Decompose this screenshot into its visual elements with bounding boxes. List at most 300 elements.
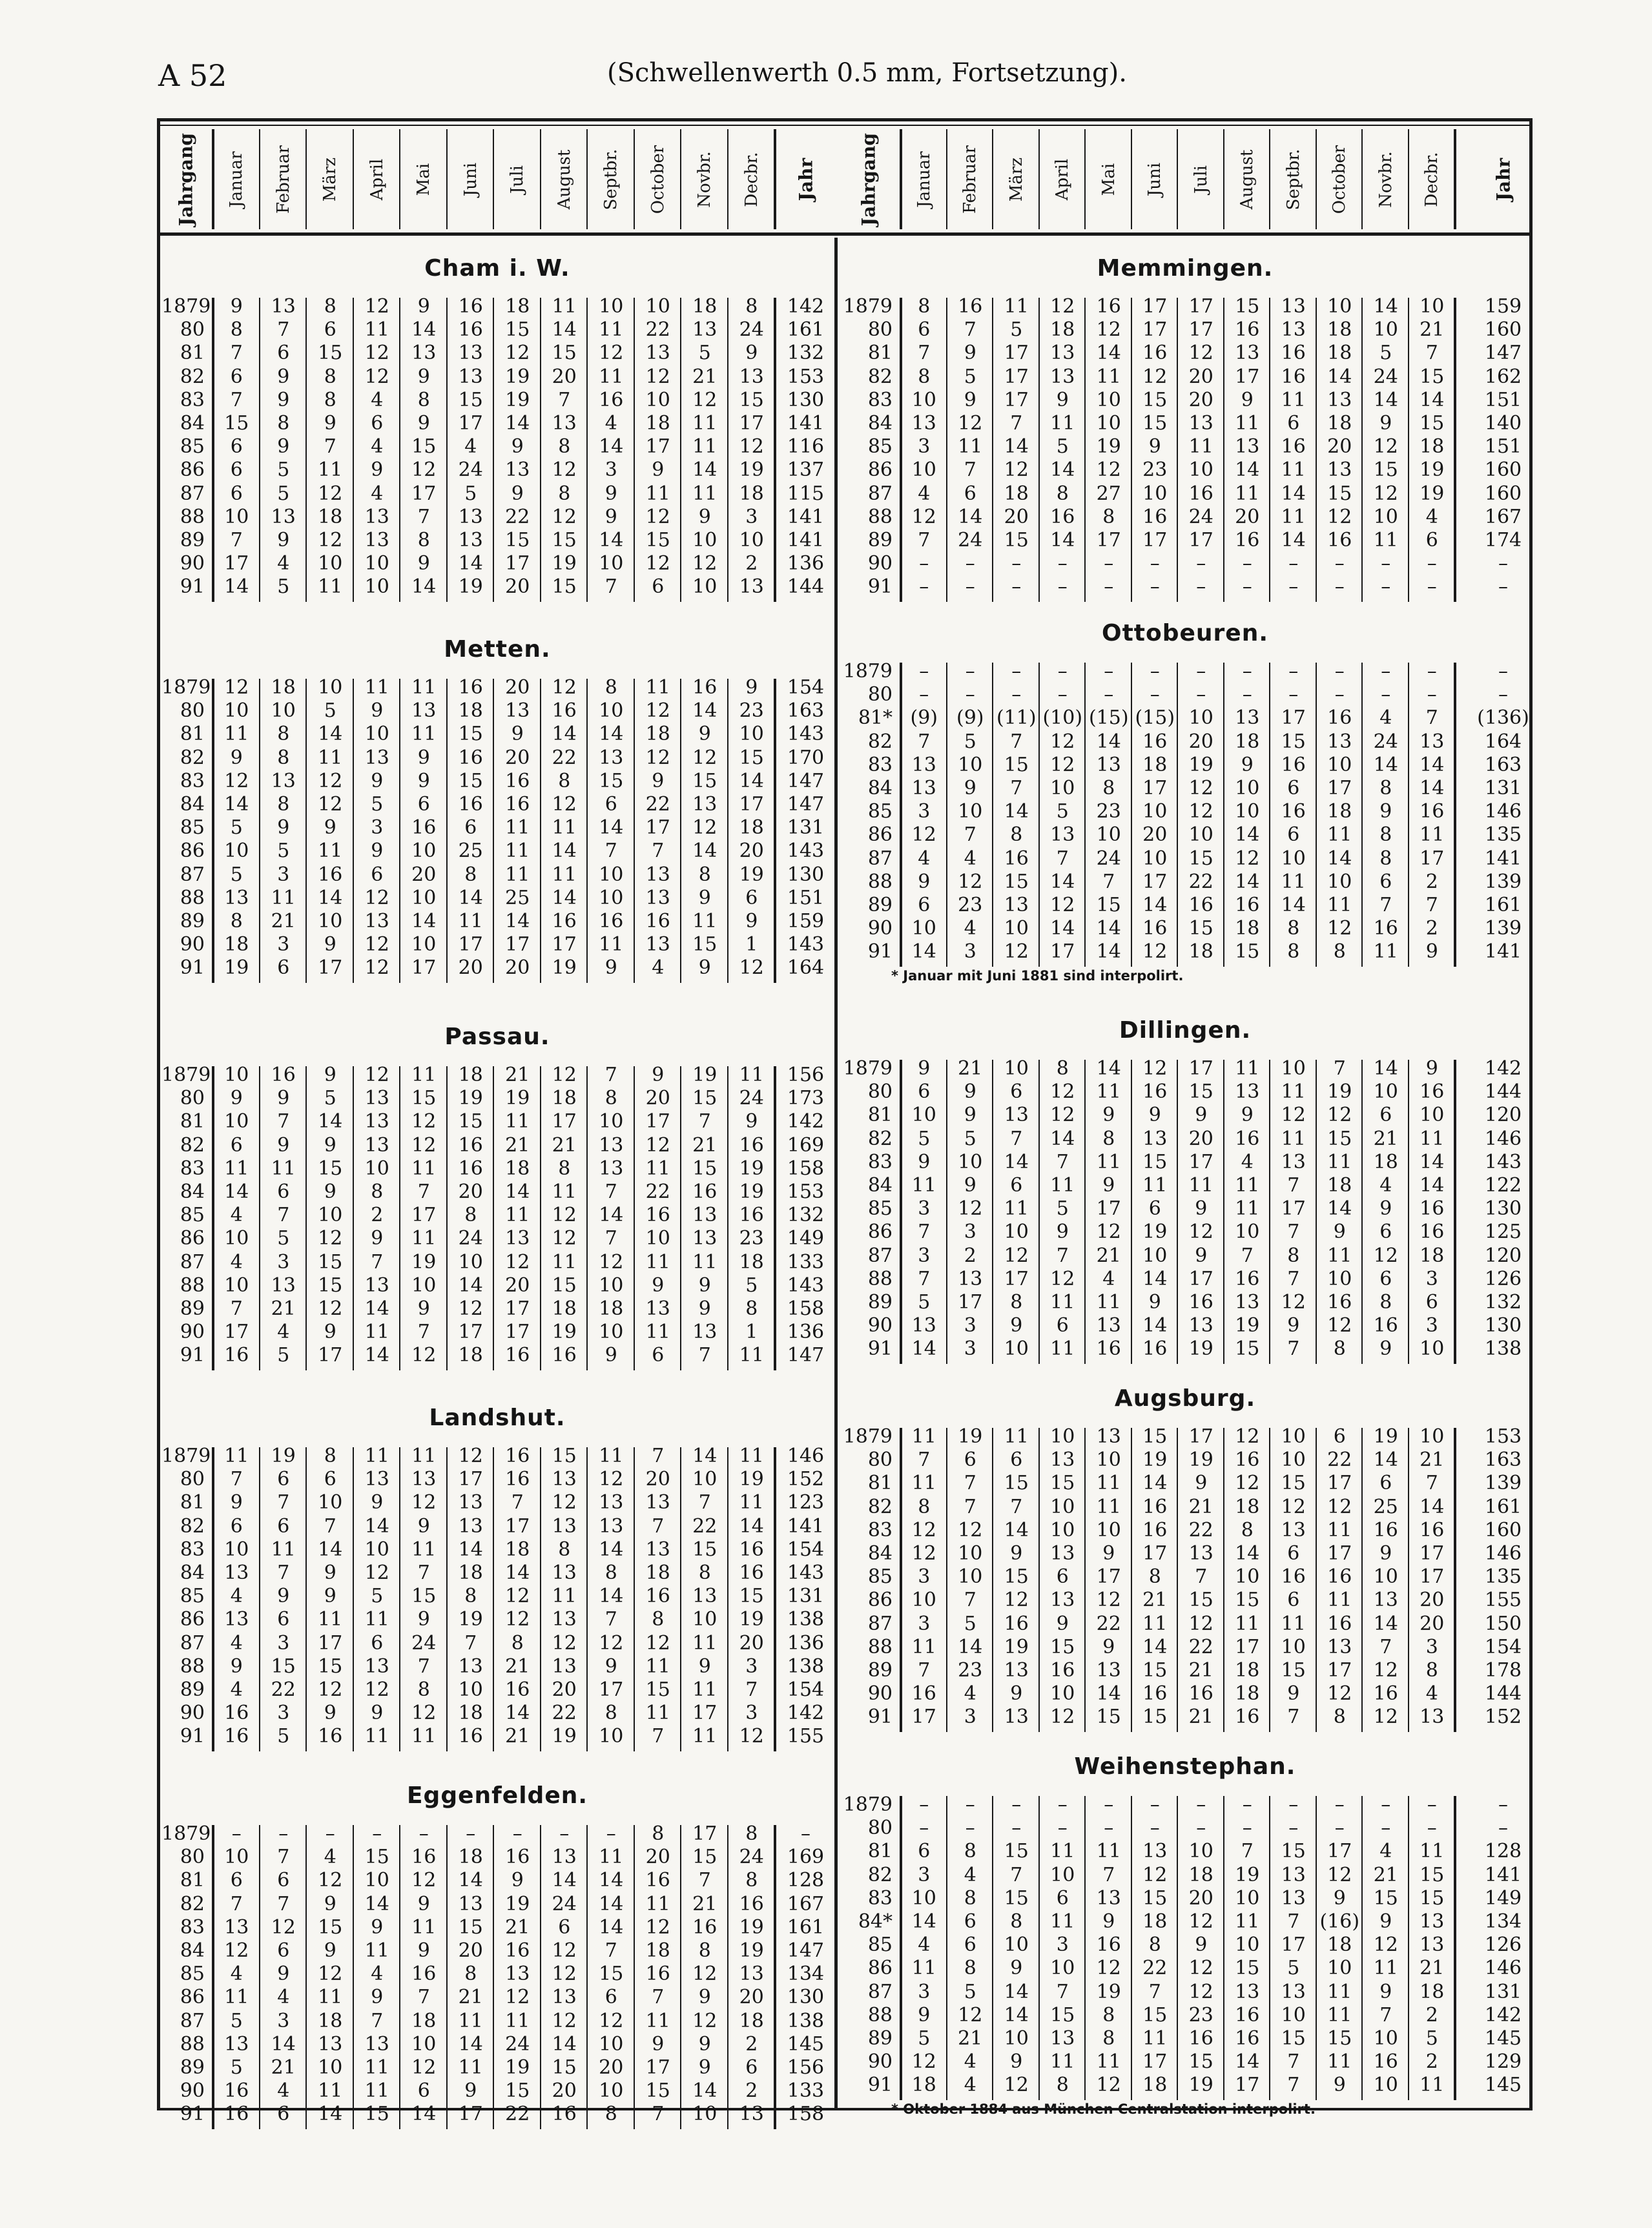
left-data-cell: 11 — [364, 1608, 389, 1631]
left-data-cell: 15 — [458, 723, 483, 746]
left-data-cell: 21 — [692, 365, 718, 388]
right-data-cell: 3 — [964, 1337, 976, 1361]
left-data-cell: 13 — [411, 1468, 437, 1491]
right-data-cell: 19 — [1142, 1221, 1168, 1244]
left-year-total-cell: 133 — [787, 1250, 825, 1274]
right-data-cell: 4 — [918, 1934, 931, 1957]
right-header-month-label: April — [1053, 158, 1073, 200]
right-data-cell: 21 — [1420, 1957, 1445, 1980]
left-data-cell: 17 — [692, 1702, 718, 1725]
left-data-cell: 14 — [224, 575, 249, 599]
left-data-cell: 7 — [745, 1678, 758, 1701]
left-data-cell: 14 — [692, 2079, 718, 2103]
left-data-cell: 2 — [371, 1204, 384, 1227]
right-data-cell: 3 — [1425, 1267, 1438, 1290]
right-data-cell: 8 — [1148, 1565, 1161, 1589]
left-col-rule — [353, 129, 354, 229]
left-data-cell: 13 — [271, 295, 296, 318]
left-data-cell: 6 — [652, 575, 665, 599]
left-data-cell: 7 — [652, 1514, 665, 1538]
left-data-cell: 7 — [324, 435, 336, 459]
right-year-total-cell: 144 — [1484, 1080, 1522, 1104]
left-data-cell: 13 — [692, 1227, 718, 1250]
left-data-cell: 12 — [318, 529, 343, 552]
left-data-cell: 14 — [318, 1110, 343, 1133]
left-data-cell: 13 — [552, 1468, 577, 1491]
left-data-cell: 20 — [505, 676, 530, 699]
right-data-cell: 13 — [1281, 295, 1306, 318]
right-data-cell: 9 — [1379, 1980, 1392, 2003]
left-data-cell: 15 — [552, 2056, 577, 2079]
right-data-cell: 11 — [1096, 365, 1121, 388]
right-data-cell: 7 — [964, 1589, 976, 1612]
right-year-total-cell: – — [1498, 1793, 1508, 1816]
right-year-label: 87 — [867, 847, 893, 870]
right-data-cell: 4 — [1379, 1840, 1392, 1863]
left-data-cell: 11 — [411, 1915, 437, 1939]
right-data-cell: 6 — [1379, 1104, 1392, 1127]
right-data-cell: 17 — [1188, 1057, 1213, 1080]
right-data-cell: 6 — [1010, 1174, 1023, 1197]
right-data-cell: 3 — [918, 1980, 931, 2003]
right-data-cell: 9 — [1102, 1174, 1115, 1197]
right-year-total-cell: 125 — [1484, 1221, 1522, 1244]
left-data-cell: 20 — [645, 1087, 670, 1110]
right-data-cell: 10 — [1188, 707, 1213, 730]
right-data-cell: 14 — [1373, 295, 1398, 318]
right-data-cell: 9 — [918, 1057, 931, 1080]
right-data-cell: 13 — [1050, 342, 1075, 365]
left-data-cell: 11 — [364, 1321, 389, 1344]
left-data-cell: 2 — [745, 2079, 758, 2103]
left-data-cell: 11 — [505, 840, 530, 863]
right-data-cell: 11 — [1050, 1337, 1075, 1361]
right-data-cell: 16 — [1327, 1565, 1352, 1589]
right-header-month — [1363, 129, 1409, 229]
left-data-cell: 17 — [224, 1321, 249, 1344]
right-year-total-cell: 131 — [1484, 777, 1522, 799]
left-data-cell: 8 — [324, 365, 336, 388]
right-data-cell: 17 — [1188, 1425, 1213, 1448]
left-year-total-cell: 143 — [787, 840, 825, 863]
right-data-cell: 4 — [1241, 1150, 1254, 1173]
left-data-cell: 16 — [739, 1204, 764, 1227]
right-data-cell: 17 — [1188, 295, 1213, 318]
right-data-cell: 17 — [1188, 318, 1213, 342]
right-data-cell: 16 — [1420, 800, 1445, 823]
right-data-cell: 14 — [1096, 1682, 1121, 1706]
right-data-cell: – — [1196, 1793, 1206, 1816]
right-data-cell: 15 — [1420, 365, 1445, 388]
right-data-cell: 11 — [1327, 1518, 1352, 1542]
right-data-cell: 13 — [1373, 1589, 1398, 1612]
right-data-cell: 3 — [918, 1197, 931, 1221]
left-station-title: Eggenfelden. — [406, 1782, 588, 1809]
left-data-cell: 8 — [324, 1445, 336, 1467]
left-data-cell: 5 — [745, 1274, 758, 1297]
right-data-cell: 5 — [1056, 435, 1069, 459]
left-data-cell: 16 — [599, 910, 624, 933]
right-data-cell: 12 — [1188, 1910, 1213, 1933]
right-data-cell: 13 — [1281, 1863, 1306, 1886]
left-data-cell: 9 — [371, 1986, 384, 2009]
left-data-cell: 22 — [505, 2103, 530, 2126]
right-header-month — [1224, 129, 1271, 229]
right-data-cell: 7 — [918, 730, 931, 753]
right-data-cell: 15 — [1281, 1472, 1306, 1495]
right-data-cell: 13 — [1235, 1980, 1260, 2003]
right-year-label: 81* — [858, 707, 893, 730]
left-station-title: Landshut. — [429, 1405, 566, 1431]
left-data-cell: 12 — [364, 933, 389, 956]
left-data-cell: 17 — [411, 482, 437, 505]
left-data-cell: 12 — [318, 1963, 343, 1986]
right-data-cell: 12 — [1188, 342, 1213, 365]
left-data-cell: – — [512, 1822, 522, 1845]
left-data-cell: 10 — [458, 1250, 483, 1274]
left-year-total-cell: 169 — [787, 1133, 825, 1157]
right-data-cell: 2 — [1425, 917, 1438, 940]
right-data-cell: 10 — [1327, 295, 1352, 318]
right-data-cell: 17 — [1327, 1840, 1352, 1863]
left-data-cell: 18 — [458, 1064, 483, 1086]
left-data-cell: 14 — [505, 412, 530, 435]
left-data-cell: 9 — [652, 1064, 665, 1086]
right-year-total-cell: 135 — [1484, 823, 1522, 847]
left-data-cell: 8 — [230, 910, 243, 933]
left-year-label: 1879 — [161, 1822, 211, 1845]
left-data-cell: 9 — [604, 482, 617, 505]
left-data-cell: 16 — [224, 1702, 249, 1725]
left-header-month — [448, 129, 495, 229]
left-data-cell: 11 — [318, 1608, 343, 1631]
left-data-cell: 4 — [652, 956, 665, 980]
right-data-cell: 3 — [918, 800, 931, 823]
left-data-cell: 9 — [417, 1297, 430, 1320]
left-data-cell: 13 — [645, 863, 670, 886]
left-data-cell: 16 — [458, 1133, 483, 1157]
left-data-cell: 17 — [645, 2056, 670, 2079]
left-data-cell: 19 — [692, 1064, 718, 1086]
left-data-cell: 8 — [698, 1562, 711, 1584]
left-data-cell: 20 — [505, 575, 530, 599]
right-year-label: 90 — [867, 1682, 893, 1706]
right-data-cell: 14 — [1142, 1314, 1168, 1337]
right-year-label: 90 — [867, 552, 893, 575]
left-data-cell: 10 — [364, 1869, 389, 1892]
left-data-cell: 15 — [505, 2079, 530, 2103]
left-data-cell: 18 — [318, 505, 343, 528]
left-year-label: 89 — [180, 1297, 205, 1320]
right-data-cell: 16 — [1373, 1314, 1398, 1337]
left-header-month-label: Novbr. — [695, 150, 715, 208]
left-data-cell: 8 — [230, 318, 243, 342]
right-data-cell: 12 — [1096, 1221, 1121, 1244]
right-data-cell: 16 — [1420, 1197, 1445, 1221]
left-data-cell: 13 — [645, 886, 670, 909]
left-data-cell: 14 — [458, 1274, 483, 1297]
right-data-cell: 15 — [1004, 529, 1029, 552]
right-header-month-label: August — [1237, 149, 1257, 209]
left-data-cell: 13 — [364, 1087, 389, 1110]
right-data-cell: 18 — [1235, 1659, 1260, 1682]
left-data-cell: 9 — [652, 459, 665, 482]
left-data-cell: 10 — [739, 529, 764, 552]
left-header-month-label: Juli — [508, 165, 528, 194]
left-data-cell: 15 — [318, 1157, 343, 1180]
left-year-total-cell: 130 — [787, 1986, 825, 2009]
right-data-cell: 7 — [1425, 342, 1438, 365]
right-year-label: 82 — [867, 1127, 893, 1150]
right-data-cell: 19 — [1420, 482, 1445, 505]
left-data-cell: 9 — [324, 933, 336, 956]
right-data-cell: – — [1011, 552, 1022, 575]
right-data-cell: 9 — [1148, 435, 1161, 459]
right-year-total-cell: – — [1498, 1817, 1508, 1840]
left-data-cell: 17 — [739, 793, 764, 816]
right-data-cell: 15 — [1004, 870, 1029, 893]
right-data-cell: 15 — [1004, 1565, 1029, 1589]
left-data-cell: 15 — [739, 746, 764, 769]
right-year-total-cell: 120 — [1484, 1104, 1522, 1127]
left-data-cell: 8 — [604, 676, 617, 699]
left-data-cell: 15 — [271, 1655, 296, 1678]
left-data-cell: 6 — [558, 1915, 571, 1939]
left-data-cell: 12 — [364, 956, 389, 980]
right-data-cell: 16 — [1235, 1267, 1260, 1290]
left-data-cell: 13 — [411, 342, 437, 365]
left-year-label: 81 — [180, 1491, 205, 1514]
right-data-cell: 9 — [1102, 1104, 1115, 1127]
left-data-cell: 18 — [645, 1939, 670, 1962]
right-data-cell: 3 — [964, 940, 976, 964]
right-data-cell: 13 — [1004, 1706, 1029, 1729]
right-data-cell: – — [1011, 683, 1022, 707]
right-data-cell: – — [1196, 575, 1206, 599]
left-year-label: 86 — [180, 1986, 205, 2009]
left-col-rule — [727, 129, 728, 229]
right-header-month — [1409, 129, 1456, 229]
left-header-month — [728, 129, 776, 229]
right-data-cell: 6 — [964, 1910, 976, 1933]
right-data-cell: 16 — [1281, 1565, 1306, 1589]
right-data-cell: – — [1427, 1793, 1437, 1816]
left-data-cell: 6 — [277, 1608, 290, 1631]
left-data-cell: 5 — [277, 482, 290, 505]
left-data-cell: 13 — [364, 1655, 389, 1678]
right-year-total-cell: 128 — [1484, 1840, 1522, 1863]
left-data-cell: 19 — [739, 863, 764, 886]
right-data-cell: 10 — [958, 1542, 983, 1565]
right-header-month — [993, 129, 1040, 229]
right-data-cell: 18 — [1420, 1980, 1445, 2003]
right-year-total-cell: 160 — [1484, 482, 1522, 505]
left-data-cell: 14 — [224, 1181, 249, 1203]
right-data-cell: 15 — [1142, 1425, 1168, 1448]
right-year-total-cell: – — [1498, 683, 1508, 707]
left-data-cell: 10 — [224, 1274, 249, 1297]
right-year-label: 90 — [867, 1314, 893, 1337]
left-year-total-cell: 163 — [787, 699, 825, 723]
left-data-cell: 16 — [739, 1133, 764, 1157]
left-data-cell: 8 — [511, 1631, 524, 1655]
right-data-cell: 13 — [1420, 1706, 1445, 1729]
left-data-cell: 14 — [318, 1538, 343, 1561]
left-data-cell: 12 — [739, 1725, 764, 1748]
left-data-cell: 16 — [739, 1562, 764, 1584]
right-data-cell: 14 — [1235, 870, 1260, 893]
left-year-total-cell: 141 — [787, 529, 825, 552]
left-data-cell: 9 — [698, 1655, 711, 1678]
left-data-cell: 9 — [652, 2032, 665, 2056]
right-data-cell: 12 — [958, 870, 983, 893]
right-data-cell: 7 — [1379, 2003, 1392, 2027]
left-data-cell: 12 — [411, 2056, 437, 2079]
right-data-cell: 15 — [1235, 1589, 1260, 1612]
left-data-cell: 12 — [552, 676, 577, 699]
right-data-cell: 16 — [1142, 917, 1168, 940]
left-data-cell: 11 — [411, 1725, 437, 1748]
right-data-cell: 10 — [1281, 2003, 1306, 2027]
right-data-cell: 15 — [1188, 2050, 1213, 2074]
left-data-cell: 21 — [271, 1297, 296, 1320]
left-data-cell: 18 — [645, 412, 670, 435]
right-data-cell: 7 — [964, 459, 976, 482]
left-year-label: 86 — [180, 1227, 205, 1250]
left-data-cell: 13 — [645, 933, 670, 956]
right-data-cell: 8 — [1102, 2027, 1115, 2050]
left-data-cell: 13 — [552, 1846, 577, 1869]
right-data-cell: 9 — [1241, 1104, 1254, 1127]
left-data-cell: 12 — [364, 365, 389, 388]
right-col-rule — [1131, 129, 1132, 229]
right-data-cell: 15 — [1096, 894, 1121, 916]
right-data-cell: 18 — [1327, 1174, 1352, 1197]
right-data-cell: 7 — [918, 1449, 931, 1472]
right-data-cell: 10 — [1281, 847, 1306, 870]
right-year-total-cell: 149 — [1484, 1886, 1522, 1910]
page-title: (Schwellenwerth 0.5 mm, Fortsetzung). — [607, 58, 1127, 88]
left-data-cell: 10 — [739, 723, 764, 746]
left-data-cell: 14 — [599, 1538, 624, 1561]
left-data-cell: 25 — [458, 840, 483, 863]
left-data-cell: 14 — [692, 840, 718, 863]
right-data-cell: 19 — [1188, 1449, 1213, 1472]
left-data-cell: 15 — [224, 412, 249, 435]
right-data-cell: 13 — [1420, 1934, 1445, 1957]
left-header-jahr — [778, 129, 833, 229]
left-header-month-label: Februar — [273, 145, 293, 214]
left-data-cell: 12 — [505, 342, 530, 365]
right-data-cell: 12 — [1373, 435, 1398, 459]
left-data-cell: 16 — [645, 1204, 670, 1227]
right-data-cell: 8 — [1379, 777, 1392, 799]
right-data-cell: 5 — [964, 1612, 976, 1635]
left-data-cell: 15 — [318, 342, 343, 365]
left-data-cell: 13 — [224, 1915, 249, 1939]
right-data-cell: 8 — [918, 1495, 931, 1518]
left-data-cell: 4 — [230, 1250, 243, 1274]
right-year-label: 80 — [867, 1817, 893, 1840]
right-header-month — [901, 129, 947, 229]
left-data-cell: 9 — [417, 1608, 430, 1631]
right-data-cell: 10 — [1004, 917, 1029, 940]
left-data-cell: 13 — [224, 886, 249, 909]
right-data-cell: 9 — [1056, 1612, 1069, 1635]
left-data-cell: 15 — [364, 1846, 389, 1869]
left-data-cell: 16 — [458, 746, 483, 769]
right-data-cell: 17 — [1281, 1934, 1306, 1957]
left-data-cell: 7 — [698, 1344, 711, 1367]
right-year-label: 84 — [867, 1174, 893, 1197]
left-data-cell: 10 — [692, 1608, 718, 1631]
right-year-total-cell: 142 — [1484, 1057, 1522, 1080]
right-year-label: 86 — [867, 1589, 893, 1612]
left-year-label: 88 — [180, 2032, 205, 2056]
left-year-total-cell: 138 — [787, 1655, 825, 1678]
right-data-cell: – — [1288, 575, 1299, 599]
right-data-cell: 13 — [1235, 342, 1260, 365]
left-data-cell: 21 — [505, 1133, 530, 1157]
left-year-label: 91 — [180, 575, 205, 599]
right-data-cell: 3 — [918, 1612, 931, 1635]
left-data-cell: 19 — [458, 575, 483, 599]
left-year-label: 84 — [180, 1181, 205, 1203]
right-year-label: 80 — [867, 1080, 893, 1104]
left-year-label: 91 — [180, 2103, 205, 2126]
left-year-total-cell: 138 — [787, 1608, 825, 1631]
right-data-cell: 11 — [1327, 1980, 1352, 2003]
left-data-cell: 12 — [552, 505, 577, 528]
left-data-cell: 19 — [505, 1892, 530, 1915]
right-data-cell: 9 — [1241, 753, 1254, 776]
left-data-cell: 16 — [458, 676, 483, 699]
left-data-cell: 12 — [318, 1869, 343, 1892]
left-data-cell: 7 — [277, 1562, 290, 1584]
left-data-cell: 21 — [505, 1064, 530, 1086]
right-data-cell: 16 — [1188, 1682, 1213, 1706]
right-data-cell: 10 — [1281, 1425, 1306, 1448]
right-year-label: 91 — [867, 940, 893, 964]
left-data-cell: 15 — [505, 529, 530, 552]
right-year-total-cell: 134 — [1484, 1910, 1522, 1933]
left-year-total-cell: 136 — [787, 1631, 825, 1655]
left-data-cell: 21 — [505, 1725, 530, 1748]
left-data-cell: 24 — [458, 1227, 483, 1250]
left-data-cell: 14 — [318, 2103, 343, 2126]
left-data-cell: 8 — [277, 412, 290, 435]
right-data-cell: – — [919, 660, 929, 683]
right-data-cell: 17 — [958, 1291, 983, 1314]
left-data-cell: 13 — [271, 1274, 296, 1297]
right-data-cell: 8 — [1148, 1934, 1161, 1957]
right-data-cell: 7 — [1010, 412, 1023, 435]
left-data-cell: 17 — [458, 1468, 483, 1491]
right-data-cell: 6 — [1379, 1221, 1392, 1244]
left-data-cell: 13 — [224, 1562, 249, 1584]
right-data-cell: 19 — [1096, 1980, 1121, 2003]
right-data-cell: 10 — [1004, 1337, 1029, 1361]
right-data-cell: 16 — [1142, 730, 1168, 753]
right-data-cell: 10 — [1327, 870, 1352, 893]
right-data-cell: 14 — [1327, 847, 1352, 870]
right-data-cell: 5 — [918, 2027, 931, 2050]
right-year-label: 84 — [867, 777, 893, 799]
right-station-title: Memmingen. — [1097, 255, 1274, 282]
right-data-cell: 20 — [1188, 730, 1213, 753]
right-year-label: 90 — [867, 917, 893, 940]
left-data-cell: 13 — [692, 318, 718, 342]
